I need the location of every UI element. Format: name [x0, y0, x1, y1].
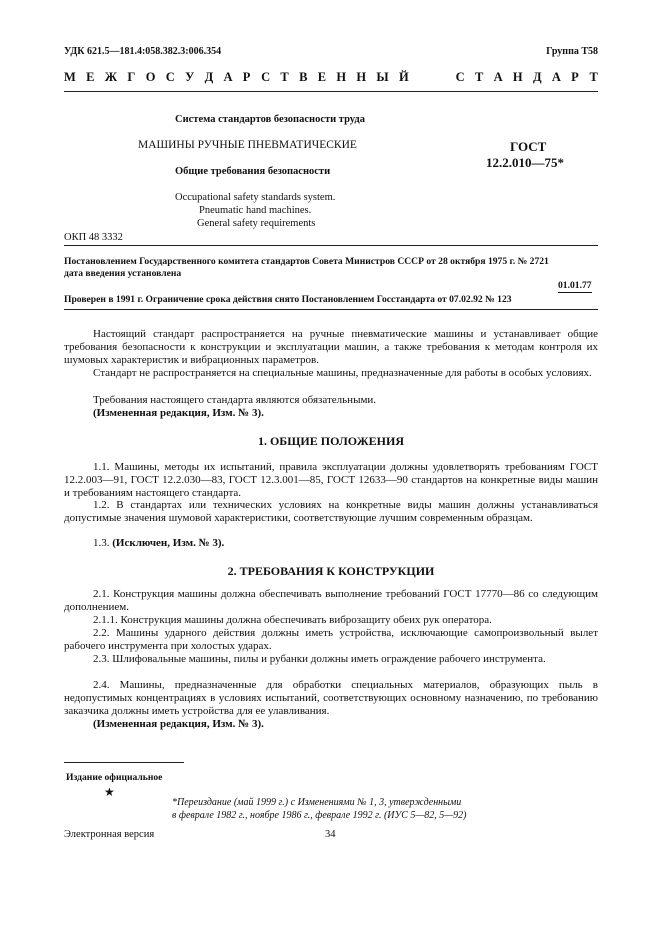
- star-mark: ★: [104, 785, 115, 799]
- document-title: МАШИНЫ РУЧНЫЕ ПНЕВМАТИЧЕСКИЕ: [138, 139, 357, 151]
- checked-note: Проверен в 1991 г. Ограничение срока действия снято Постановлением Госстандарта от 07.02.92 № 123: [64, 294, 512, 305]
- banner-letter: Р: [571, 70, 579, 84]
- banner-letter: О: [145, 70, 156, 84]
- page-number: 34: [325, 829, 336, 840]
- footer-rule: [64, 762, 184, 763]
- clause-2-1-1: 2.1.1. Конструкция машины должна обеспечивать виброзащиту обеих рук оператора.: [93, 614, 492, 626]
- reprint-note-line2: в феврале 1982 г., ноябре 1986 г., феврале 1992 г. (ИУС 5—82, 5—92): [172, 810, 467, 821]
- banner-letter: А: [551, 70, 561, 84]
- clause-1-2: 1.2. В стандартах или технических условиях на конкретные виды машин должны устанавливаться допустимые значения шумовой характеристики, соответствующие лучшим современным образцам.: [64, 499, 598, 524]
- english-title-line2: Pneumatic hand machines.: [199, 205, 312, 216]
- clause-2-2: 2.2. Машины ударного действия должны иметь устройства, исключающие самопроизвольный вылет рабочего инструмента при холостых ударах.: [64, 627, 598, 652]
- intro-paragraph-3: Требования настоящего стандарта являются обязательными.: [93, 394, 377, 406]
- banner-letter: Ж: [104, 70, 118, 84]
- official-edition: Издание официальное: [66, 772, 163, 783]
- banner-letter: А: [493, 70, 503, 84]
- clause-1-1: 1.1. Машины, методы их испытаний, правила эксплуатации должны удовлетворять требованиям ГОСТ 12.2.003—91, ГОСТ 12.2.030—83, ГОСТ 12.3.001—85, ГОСТ 12633—90 стандартов на конкретные виды машин и требованиям настоящего стандарта.: [64, 461, 598, 499]
- okp-code: ОКП 48 3332: [64, 232, 123, 243]
- decree-line2: дата введения установлена: [64, 268, 182, 279]
- banner-letter: С: [165, 70, 175, 84]
- udk-code: УДК 621.5—181.4:058.382.3:006.354: [64, 46, 222, 57]
- electronic-version: Электронная версия: [64, 829, 155, 840]
- clause-2-1: 2.1. Конструкция машины должна обеспечивать выполнение требований ГОСТ 17770—86 со следующим дополнением.: [64, 588, 598, 613]
- clause-2-3: 2.3. Шлифовальные машины, пилы и рубанки должны иметь ограждение рабочего инструмента.: [93, 653, 546, 665]
- banner-letter: А: [223, 70, 233, 84]
- section-2-title: 2. ТРЕБОВАНИЯ К КОНСТРУКЦИИ: [227, 564, 435, 578]
- standard-banner: [64, 71, 598, 84]
- group-code: Группа Т58: [546, 46, 598, 57]
- banner-letter: [419, 71, 427, 84]
- clause-1-3: [64, 537, 598, 550]
- standards-system: Система стандартов безопасности труда: [175, 114, 365, 125]
- intro-paragraph-1: Настоящий стандарт распространяется на ручные пневматические машины и устанавливает общие требования безопасности к конструкции и эксплуатации машин, а также требования к методам контроля их шумовых характеристик и вибрационных параметров.: [64, 328, 598, 366]
- section-2-amendment: (Измененная редакция, Изм. № 3).: [93, 718, 264, 730]
- banner-letter: С: [261, 70, 271, 84]
- gost-label: ГОСТ: [510, 139, 547, 154]
- banner-letter: Н: [356, 70, 367, 84]
- english-title-line1: Occupational safety standards system.: [175, 192, 336, 203]
- banner-letter: Ы: [376, 70, 389, 84]
- banner-rule: [64, 91, 598, 92]
- banner-letter: Д: [532, 70, 542, 84]
- banner-letter: Д: [204, 70, 214, 84]
- banner-letter: Е: [317, 70, 327, 84]
- banner-letter: Н: [512, 70, 523, 84]
- banner-letter: Т: [280, 70, 289, 84]
- banner-letter: Е: [86, 70, 95, 84]
- clause-1-3-number: 1.3.: [93, 537, 110, 549]
- banner-letter: Т: [474, 70, 484, 84]
- clause-2-4: 2.4. Машины, предназначенные для обработки специальных материалов, образующих пыль в недопустимых концентрациях в условиях испытаний, соответствующих основному назначению, по требованию заказчика должны иметь устройства для ее улавливания.: [64, 679, 598, 717]
- english-title-line3: General safety requirements: [197, 218, 316, 229]
- clause-1-3-text: (Исключен, Изм. № 3).: [112, 537, 225, 549]
- banner-letter: [437, 71, 445, 84]
- reprint-note-line1: *Переиздание (май 1999 г.) с Изменениями № 1, 3, утвержденными: [172, 797, 462, 808]
- banner-letter: Н: [336, 70, 347, 84]
- banner-letter: Т: [589, 70, 598, 84]
- effective-date: 01.01.77: [558, 280, 592, 291]
- banner-letter: С: [455, 70, 465, 84]
- section-1-title: 1. ОБЩИЕ ПОЛОЖЕНИЯ: [257, 434, 405, 448]
- decree-line1: Постановлением Государственного комитета стандартов Совета Министров СССР от 28 октября 1975 г. № 2721: [64, 256, 549, 267]
- banner-letter: В: [299, 70, 308, 84]
- intro-paragraph-2: Стандарт не распространяется на специальные машины, предназначенные для работы в особых условиях.: [93, 367, 592, 379]
- banner-letter: Г: [127, 70, 136, 84]
- decree-rule: [64, 309, 598, 310]
- document-subtitle: Общие требования безопасности: [175, 166, 331, 177]
- banner-letter: Р: [242, 70, 251, 84]
- title-rule: [64, 245, 598, 246]
- banner-letter: У: [185, 70, 195, 84]
- intro-amendment: (Измененная редакция, Изм. № 3).: [93, 407, 264, 419]
- banner-letter: М: [64, 70, 76, 84]
- banner-letter: Й: [398, 70, 409, 84]
- gost-number: 12.2.010—75*: [486, 155, 564, 170]
